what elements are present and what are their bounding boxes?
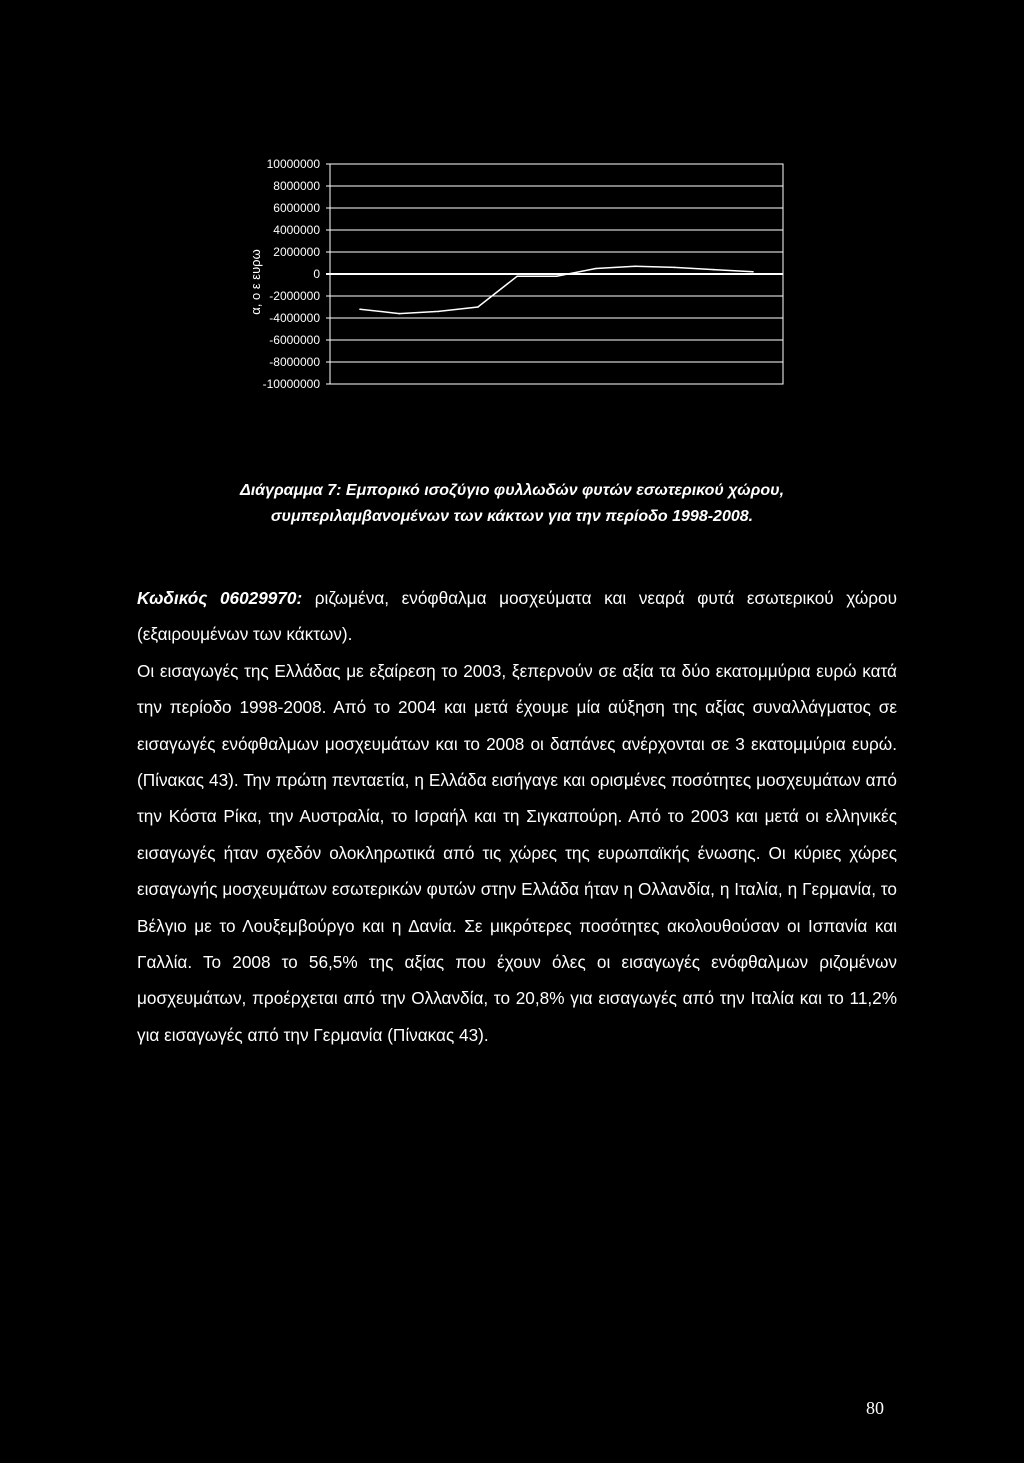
figure-caption: [0, 478, 1024, 530]
chart-svg: [220, 150, 800, 400]
data-point: [674, 267, 676, 269]
y-tick-label: -6000000: [269, 333, 320, 347]
y-tick-label: 10000000: [266, 157, 320, 171]
y-tick-label: -8000000: [269, 355, 320, 369]
y-tick-label: 0: [313, 267, 320, 281]
page-number: 80: [866, 1398, 884, 1418]
data-point: [556, 275, 558, 277]
y-tick-label: 6000000: [273, 201, 320, 215]
body-text: [137, 580, 897, 1053]
paragraph-code: [137, 580, 897, 653]
y-tick-label: -10000000: [262, 377, 320, 391]
caption-line-2: συμπεριλαμβανομένων των κάκτων για την περίοδο 1998-2008.: [270, 508, 754, 525]
data-point: [399, 313, 401, 315]
data-point: [634, 266, 636, 268]
caption-line-1: Διάγραμμα 7: Εμπορικό ισοζύγιο φυλλωδών φυτών εσωτερικού χώρου,: [239, 482, 785, 499]
data-point: [477, 306, 479, 308]
data-point: [359, 308, 361, 310]
y-tick-label: 2000000: [273, 245, 320, 259]
y-tick-label: 4000000: [273, 223, 320, 237]
code-description: ριζωμένα, ενόφθαλμα μοσχεύματα και νεαρά φυτά εσωτερικού χώρου (εξαιρουμένων των κάκτων).: [137, 588, 897, 645]
data-point: [516, 275, 518, 277]
y-tick-label: 8000000: [273, 179, 320, 193]
data-point: [752, 271, 754, 273]
code-label: Κωδικός 06029970:: [137, 588, 303, 608]
data-point: [713, 269, 715, 271]
y-tick-label: -4000000: [269, 311, 320, 325]
trade-balance-chart: [220, 150, 800, 400]
paragraph-imports: Οι εισαγωγές της Ελλάδας με εξαίρεση το 2003, ξεπερνούν σε αξία τα δύο εκατομμύρια ευρώ κατά την περίοδο 1998-2008. Από το 2004 και μετά έχουμε μία αύξηση της αξίας συναλλάγματος σε εισαγωγές ενόφθαλμων μοσχευμάτων και το 2008 οι δαπάνες ανέρχονται σε 3 εκατομμύρια ευρώ. (Πίνακας 43). Την πρώτη πενταετία, η Ελλάδα εισήγαγε και ορισμένες ποσότητες μοσχευμάτων από την Κόστα Ρίκα, την Αυστραλία, το Ισραήλ και τη Σιγκαπούρη. Από το 2003 και μετά οι ελληνικές εισαγωγές ήταν σχεδόν ολοκληρωτικά από τις χώρες της ευρωπαϊκής ένωσης. Οι κύριες χώρες εισαγωγής μοσχευμάτων εσωτερικών φυτών στην Ελλάδα ήταν η Ολλανδία, η Ιταλία, η Γερμανία, το Βέλγιο με το Λουξεμβούργο και η Δανία. Σε μικρότερες ποσότητες ακολουθούσαν οι Ισπανία και Γαλλία. Το 2008 το 56,5% της αξίας που έχουν όλες οι εισαγωγές ενόφθαλμων ριζομένων μοσχευμάτων, προέρχεται από την Ολλανδία, το 20,8% για εισαγωγές από την Ιταλία και το 11,2% για εισαγωγές από την Γερμανία (Πίνακας 43).: [137, 660, 897, 1045]
data-point: [438, 311, 440, 313]
y-tick-label: -2000000: [269, 289, 320, 303]
data-point: [595, 268, 597, 270]
y-axis-label: α, ο ε ευρω: [248, 249, 263, 315]
